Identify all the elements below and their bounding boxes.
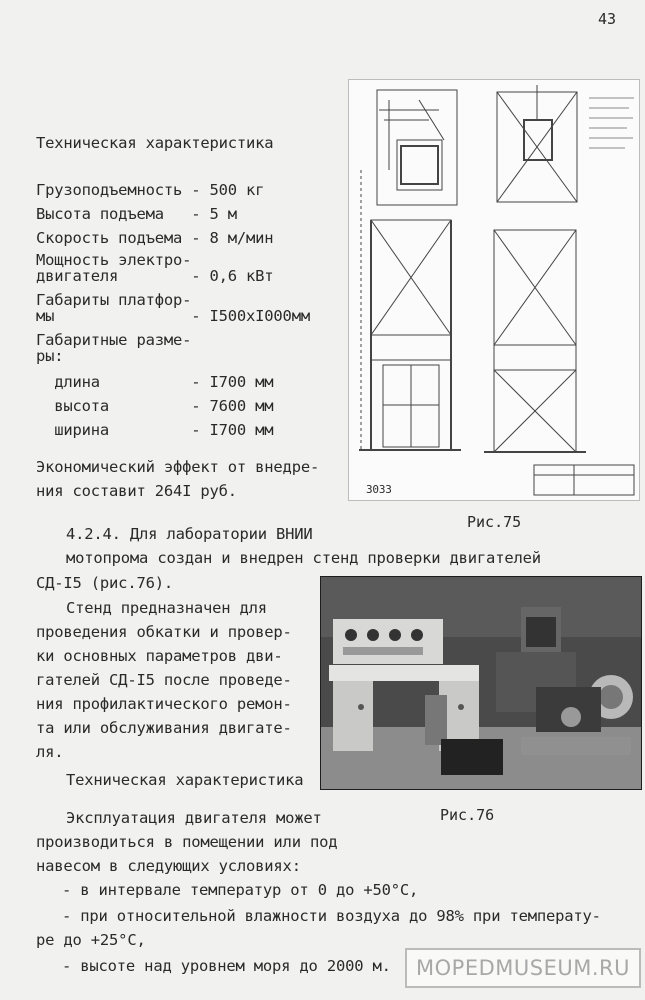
spec-line: Габаритные разме- [36,331,192,349]
purpose-line: та или обслуживания двигате- [36,719,292,737]
conditions-line: - при относительной влажности воздуха до 98% при температу- [62,907,601,925]
conditions-line: навесом в следующих условиях: [36,857,301,875]
spec-line: высота - 7600 мм [36,397,274,415]
purpose-line: проведения обкатки и провер- [36,623,292,641]
effect-text: Экономический эффект от внедре- [36,458,320,476]
purpose-line: Стенд предназначен для [66,599,267,617]
spec-heading: Техническая характеристика [66,771,304,789]
page-number: 43 [598,10,617,28]
conditions-line: ре до +25°С, [36,931,146,949]
purpose-line: ния профилактического ремон- [36,695,292,713]
figure-75-drawing [348,79,640,501]
spec-line: ры: [36,347,64,365]
watermark-logo: MOPEDMUSEUM.RU [405,948,641,988]
spec-line: длина - I700 мм [36,373,274,391]
conditions-line: Эксплуатация двигателя может [66,809,322,827]
conditions-line: - высоте над уровнем моря до 2000 м. [62,957,391,975]
conditions-line: - в интервале температур от 0 до +50°С, [62,881,419,899]
figure-75-caption: Рис.75 [467,513,522,531]
spec-line: Габариты платфор- [36,291,192,309]
paragraph-text: 4.2.4. Для лаборатории ВНИИ [66,525,313,543]
paragraph-text: СД-I5 (рис.76). [36,574,173,592]
spec-line: Мощность электро- [36,251,192,269]
figure-76-caption: Рис.76 [440,806,495,824]
spec-heading: Техническая характеристика [36,134,274,152]
spec-line: мы - I500xI000мм [36,307,310,325]
effect-text: ния составит 264I руб. [36,482,237,500]
spec-line: Высота подъема - 5 м [36,205,237,223]
purpose-line: ки основных параметров дви- [36,647,283,665]
spec-line: двигателя - 0,6 кВт [36,267,274,285]
purpose-line: ля. [36,743,64,761]
purpose-line: гателей СД-I5 после проведе- [36,671,292,689]
figure-76-photo [320,576,642,790]
paragraph-text: мотопрома создан и внедрен стенд проверки двигателей [66,549,541,567]
conditions-line: производиться в помещении или под [36,833,338,851]
spec-line: Скорость подъема - 8 м/мин [36,229,274,247]
drawing-sheet-number: 3033 [366,483,392,496]
spec-line: ширина - I700 мм [36,421,274,439]
spec-line: Грузоподъемность - 500 кг [36,181,265,199]
